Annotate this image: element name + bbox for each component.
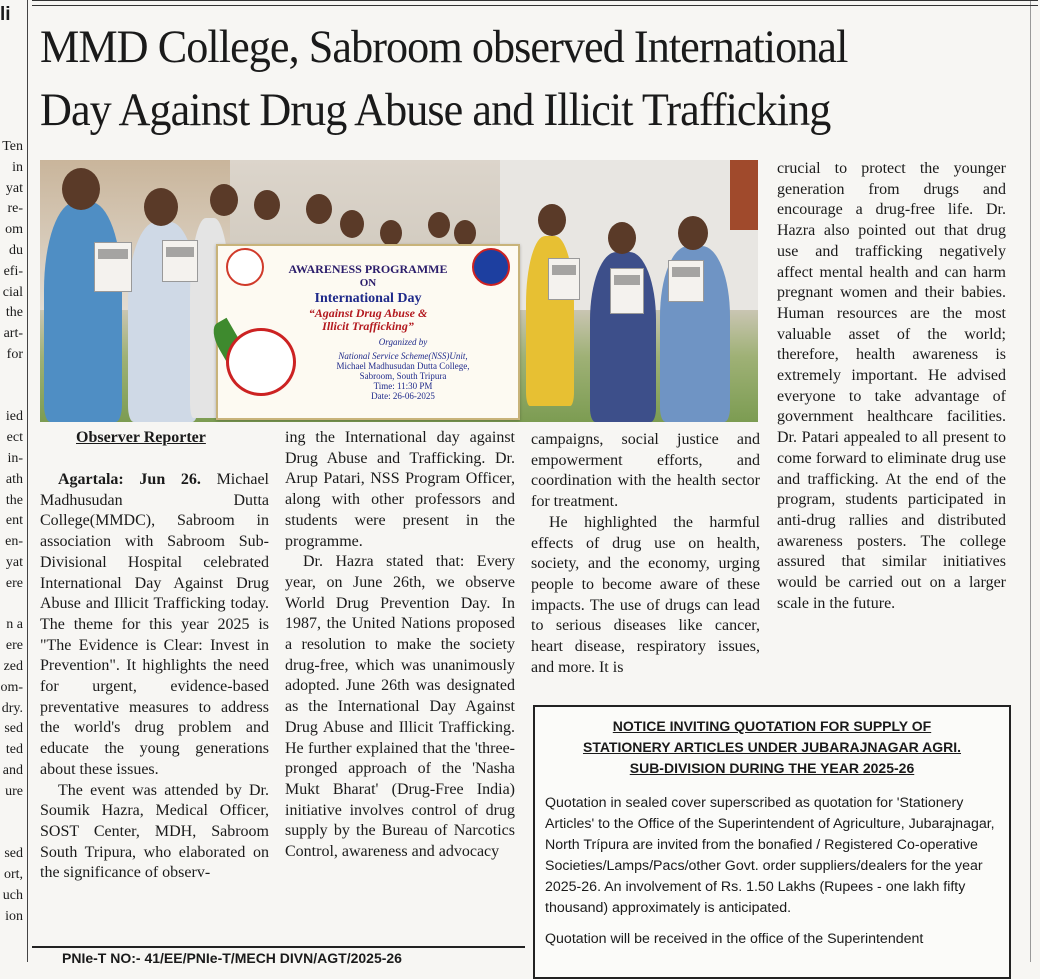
adjacent-column-fragment: ted	[5, 742, 23, 758]
banner-title: AWARENESS PROGRAMME	[288, 262, 448, 276]
held-poster	[162, 240, 198, 282]
dateline: Agartala: Jun 26.	[58, 471, 201, 488]
bottom-notice	[32, 946, 525, 964]
banner-place: Sabroom, South Tripura	[359, 371, 447, 381]
column-divider	[27, 0, 28, 962]
adjacent-column-fragment: ent	[5, 513, 23, 529]
adjacent-column-fragment: the	[5, 305, 23, 321]
adjacent-column-fragment: ere	[5, 638, 23, 654]
person	[44, 202, 122, 422]
held-poster	[668, 260, 704, 302]
banner-college: Michael Madhusudan Dutta College,	[336, 361, 470, 371]
paragraph: He highlighted the harmful effects of drug use on health, society, and the economy, urging people to become aware of these impacts. The use of drugs can lead to serious diseases like cancer, heart disease, respiratory issues, and more. It is	[531, 513, 760, 676]
college-logo-icon	[226, 248, 264, 286]
adjacent-column-fragment: zed	[3, 659, 23, 674]
adjacent-column-fragment: om	[5, 222, 23, 238]
article-column-2	[285, 428, 515, 863]
adjacent-column-fragment: yat	[5, 180, 23, 196]
person-head	[454, 220, 476, 246]
adjacent-column-fragment: the	[5, 492, 23, 508]
notice-title-line-1: NOTICE INVITING QUOTATION FOR SUPPLY OF	[612, 718, 932, 734]
person-head	[608, 222, 636, 254]
adjacent-column-fragment: in-	[7, 451, 23, 466]
paragraph: ing the International day against Drug Abuse and Trafficking. Dr. Arup Patari, NSS Program Officer, along with other professors and students were present in the programme.	[285, 429, 515, 550]
person-head	[340, 210, 364, 238]
adjacent-column-fragment: for	[6, 347, 23, 362]
paragraph: crucial to protect the younger generation from drugs and encourage a drug-free life. Dr. Hazra also pointed out that drug use and trafficking negatively affect mental health and can harm pregnant women and their babies. Human resources are the most valuable asset of the world; therefore, health awareness is extremely important. He advised everyone to take advantage of government healthcare facilities. Dr. Patari appealed to all present to come forward to eliminate drug use and trafficking. At the end of the program, students participated in anti-drug rallies and distributed awareness posters. The college assured that similar initiatives would be carried out on a larger scale in the future.	[777, 160, 1006, 612]
adjacent-column-fragment: ect	[6, 430, 23, 446]
banner-event-line-1: International Day	[314, 291, 422, 306]
person-head	[306, 194, 332, 224]
adjacent-column-fragment: ure	[5, 783, 23, 799]
adjacent-column-fragment: du	[9, 243, 23, 258]
adjacent-column-fragment: en-	[5, 534, 23, 550]
banner-date: Date: 26-06-2025	[371, 391, 435, 401]
adjacent-column-fragment: ion	[5, 908, 23, 924]
paragraph: campaigns, social justice and empowerment efforts, and coordination with the health sector for treatment.	[531, 431, 760, 511]
article-column-4	[777, 159, 1006, 614]
adjacent-column-fragment: and	[2, 763, 23, 778]
notice-body-continued: Quotation will be received in the office of the Superintendent	[545, 931, 924, 947]
headline-line-2: Day Against Drug Abuse and Illicit Trafficking	[40, 84, 831, 136]
adjacent-column-fragment: ort,	[3, 867, 23, 882]
person-head	[380, 220, 402, 246]
adjacent-column-fragment: efi-	[3, 263, 23, 279]
person-head	[144, 188, 178, 226]
person-head	[62, 168, 100, 210]
adjacent-column-fragment: in	[12, 159, 23, 175]
adjacent-column-fragment: ath	[5, 471, 23, 487]
masthead-fragment: li	[0, 4, 11, 25]
photo-door	[730, 160, 758, 230]
held-poster	[610, 268, 644, 314]
adjacent-column-strip	[0, 0, 24, 962]
adjacent-column-fragment: art-	[3, 326, 23, 342]
banner-time: Time: 11:30 PM	[373, 381, 433, 391]
person-head	[210, 184, 238, 216]
no-drugs-emblem-icon	[226, 328, 296, 396]
banner-unit: National Service Scheme(NSS)Unit,	[338, 351, 468, 361]
banner-organized-by: Organized by	[378, 337, 428, 347]
adjacent-column-fragment: cial	[2, 284, 23, 300]
adjacent-column-fragment: dry.	[1, 700, 23, 716]
article-column-3	[531, 430, 760, 678]
adjacent-column-fragment: uch	[2, 887, 23, 903]
notice-body: Quotation in sealed cover superscribed as quotation for 'Stationery Articles' to the Office of the Superintendent of Agriculture, Jubarajnagar, North Trípura are invited from the bonafied / Registered Co-operative Societies/Lamps/Pacs/other Govt. order suppliers/dealers for the year 2025-26. An involvement of Rs. 1.50 Lakhs (Rupees - one lakh fifty thousand) approximately is anticipated.	[545, 795, 995, 916]
page-edge-divider	[1030, 0, 1031, 962]
adjacent-column-fragment: n a	[6, 617, 23, 633]
notice-title-line-2: STATIONERY ARTICLES UNDER JUBARAJNAGAR AGRI.	[582, 739, 962, 755]
bottom-notice-text: PNIe-T NO:- 41/EE/PNIe-T/MECH DIVN/AGT/2025-26	[62, 950, 402, 964]
person-head	[428, 212, 450, 238]
top-rule	[32, 0, 1038, 6]
adjacent-column-fragment: re-	[7, 201, 23, 217]
notice-title	[535, 716, 1009, 779]
held-poster	[94, 242, 132, 292]
adjacent-column-fragment: ere	[5, 575, 23, 591]
adjacent-column-fragment: ied	[5, 409, 23, 425]
notice-title-line-3: SUB-DIVISION DURING THE YEAR 2025-26	[629, 760, 915, 776]
adjacent-column-fragment: sed	[4, 846, 23, 862]
headline	[40, 16, 980, 142]
paragraph: Dr. Hazra stated that: Every year, on June 26th, we observe World Drug Prevention Day. In 1987, the United Nations proposed a resolution to make the society drug-free, which was unanimously adopted. June 26th was designated as the International Day Against Drug Abuse and Illicit Trafficking. He further explained that the 'three-pronged approach of the 'Nasha Mukt Bharat' (Drug-Free India) initiative involves control of drug supply by the Bureau of Narcotics Control, awareness and advocacy	[285, 553, 515, 861]
banner-on: ON	[359, 277, 377, 289]
adjacent-column-fragment: om-	[0, 679, 23, 695]
nss-logo-icon	[472, 248, 510, 286]
held-poster	[548, 258, 580, 300]
adjacent-column-fragment: sed	[4, 721, 23, 737]
event-photo	[40, 160, 758, 422]
article-column-1	[40, 470, 269, 884]
quotation-notice	[533, 705, 1011, 979]
adjacent-column-fragment: yat	[5, 555, 23, 570]
paragraph: The event was attended by Dr. Soumik Hazra, Medical Officer, SOST Center, MDH, Sabroom South Tripura, who elaborated on the significance of observ-	[40, 781, 269, 882]
person-head	[254, 190, 280, 220]
adjacent-column-fragment: Ten	[2, 139, 23, 154]
banner-event-line-3: Illicit Trafficking”	[322, 319, 414, 333]
headline-line-1: MMD College, Sabroom observed International	[40, 21, 848, 73]
person-head	[678, 216, 708, 250]
byline: Observer Reporter	[76, 429, 206, 446]
paragraph: Michael Madhusudan Dutta College(MMDC), Sabroom in association with Sabroom Sub-Divisional Hospital celebrated International Day Against Drug Abuse and Illicit Trafficking today. The theme for this year 2025 is "The Evidence is Clear: Invest in Prevention". It highlights the need for urgent, evidence-based preventative measures to address the world's drug problem and educate the young generations about these issues.	[40, 471, 269, 778]
person-head	[538, 204, 566, 236]
banner-event-line-2: “Against Drug Abuse &	[308, 306, 428, 320]
